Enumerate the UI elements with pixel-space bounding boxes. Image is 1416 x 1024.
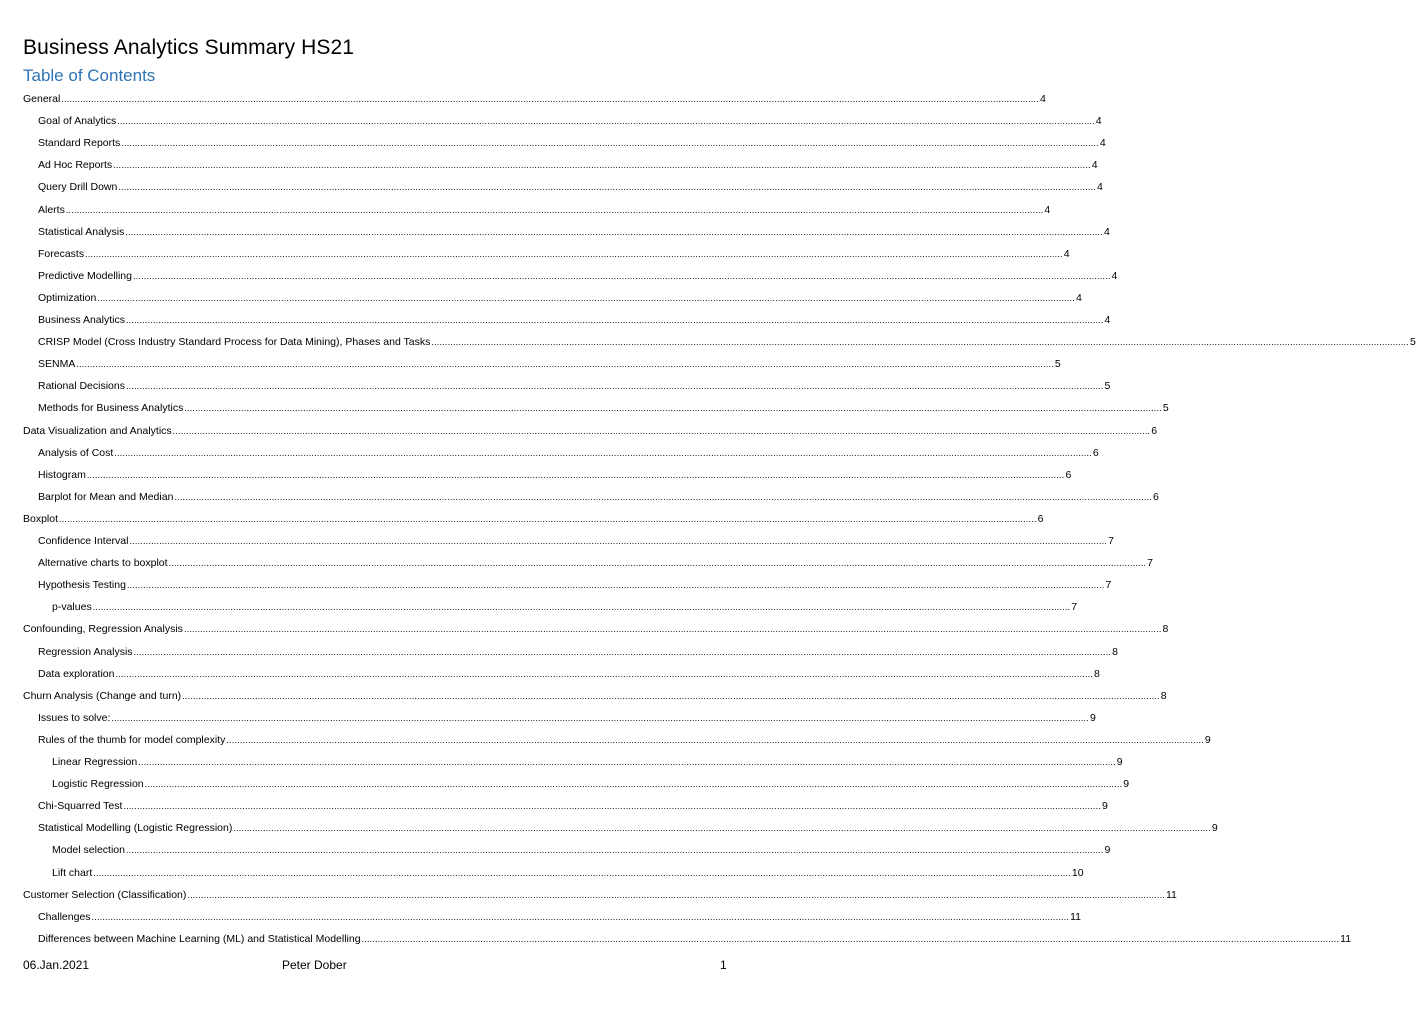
toc-entry-title: Alternative charts to boxplot [38, 557, 168, 570]
toc-dot-leader: .......................................................................................................................................................................................................................................................................................................................................................................... [125, 226, 1103, 237]
toc-entry[interactable] [0, 798, 1108, 814]
toc-entry[interactable] [0, 644, 1118, 660]
toc-page-number: 5 [1054, 358, 1061, 371]
toc-page-number: 6 [1151, 424, 1158, 437]
toc-entry-title: Histogram [38, 468, 86, 481]
toc-dot-leader: .......................................................................................................................................................................................................................................................................................................................................................................... [123, 801, 1102, 812]
toc-dot-leader: .......................................................................................................................................................................................................................................................................................................................................................................... [115, 668, 1094, 679]
toc-dot-leader: .......................................................................................................................................................................................................................................................................................................................................................................... [85, 248, 1063, 259]
toc-dot-leader: .......................................................................................................................................................................................................................................................................................................................................................................... [144, 779, 1123, 790]
toc-entry-title: Analysis of Cost [38, 446, 114, 459]
toc-dot-leader: .......................................................................................................................................................................................................................................................................................................................................................................... [59, 513, 1037, 524]
toc-entry[interactable] [0, 732, 1211, 748]
toc-dot-leader: .......................................................................................................................................................................................................................................................................................................................................................................... [97, 292, 1075, 303]
toc-entry[interactable] [0, 776, 1130, 792]
toc-entry-title: Rules of the thumb for model complexity [38, 733, 226, 746]
toc-entry[interactable] [0, 334, 1416, 350]
toc-page-number: 9 [1123, 778, 1130, 791]
toc-page-number: 9 [1104, 844, 1111, 857]
toc-entry-title: Confounding, Regression Analysis [23, 623, 183, 636]
footer-page-number: 1 [720, 958, 727, 972]
toc-page-number: 7 [1071, 601, 1078, 614]
toc-page-number: 11 [1070, 910, 1082, 923]
toc-dot-leader: .......................................................................................................................................................................................................................................................................................................................................................................... [118, 182, 1096, 193]
footer-date: 06.Jan.2021 [23, 958, 90, 972]
toc-entry[interactable] [0, 842, 1111, 858]
toc-dot-leader: .......................................................................................................................................................................................................................................................................................................................................................................... [431, 337, 1409, 348]
toc-dot-leader: .......................................................................................................................................................................................................................................................................................................................................................................... [61, 94, 1039, 104]
toc-entry[interactable] [0, 909, 1082, 925]
toc-entry-title: Forecasts [38, 247, 85, 260]
toc-entry[interactable] [0, 378, 1111, 394]
toc-entry-title: Methods for Business Analytics [38, 402, 184, 415]
toc-dot-leader: .......................................................................................................................................................................................................................................................................................................................................................................... [113, 160, 1091, 171]
toc-entry[interactable] [0, 91, 1046, 107]
toc-page-number: 9 [1102, 800, 1108, 813]
toc-page-number: 5 [1409, 336, 1416, 349]
toc-page-number: 9 [1211, 822, 1218, 835]
toc-entry[interactable] [0, 754, 1123, 770]
toc-entry[interactable] [0, 423, 1158, 439]
toc-entry[interactable] [0, 621, 1169, 637]
toc-page-number: 4 [1039, 93, 1046, 105]
toc-page-number: 8 [1160, 689, 1167, 702]
toc-page-number: 11 [1165, 888, 1177, 901]
toc-dot-leader: .......................................................................................................................................................................................................................................................................................................................................................................... [111, 712, 1089, 723]
page-footer [0, 956, 768, 976]
toc-page-number: 6 [1037, 512, 1044, 525]
toc-entry-title: Business Analytics [38, 314, 125, 326]
toc-page-number: 8 [1094, 667, 1100, 680]
toc-entry-title: Barplot for Mean and Median [38, 490, 174, 503]
toc-page-number: 4 [1044, 203, 1051, 216]
toc-entry-title: Standard Reports [38, 137, 121, 150]
toc-entry[interactable] [0, 688, 1167, 704]
toc-entry-title: Regression Analysis [38, 645, 133, 658]
toc-page-number: 9 [1089, 711, 1096, 724]
toc-entry[interactable] [0, 710, 1096, 726]
toc-dot-leader: .......................................................................................................................................................................................................................................................................................................................................................................... [93, 867, 1071, 878]
toc-entry[interactable] [0, 511, 1044, 527]
toc-entry[interactable] [0, 467, 1072, 483]
toc-entry-title: Logistic Regression [52, 778, 144, 791]
toc-entry[interactable] [0, 312, 1111, 328]
toc-entry-title: Data exploration [38, 667, 115, 680]
toc-entry[interactable] [0, 489, 1159, 505]
footer-author: Peter Dober [282, 958, 347, 972]
toc-entry-title: Customer Selection (Classification) [23, 888, 187, 901]
toc-entry[interactable] [0, 135, 1106, 151]
toc-entry-title: Alerts [38, 203, 65, 216]
toc-dot-leader: .......................................................................................................................................................................................................................................................................................................................................................................... [92, 602, 1071, 613]
toc-page-number: 4 [1103, 225, 1110, 238]
toc-entry-title: Chi-Squarred Test [38, 800, 123, 813]
toc-page-number: 9 [1116, 756, 1123, 768]
toc-dot-leader: .......................................................................................................................................................................................................................................................................................................................................................................... [187, 889, 1165, 900]
toc-dot-leader: .......................................................................................................................................................................................................................................................................................................................................................................... [174, 491, 1152, 502]
toc-entry[interactable] [0, 865, 1084, 881]
toc-entry-title: Ad Hoc Reports [38, 159, 113, 172]
toc-page-number: 4 [1099, 137, 1106, 150]
toc-entry-title: Hypothesis Testing [38, 579, 126, 592]
toc-dot-leader: .......................................................................................................................................................................................................................................................................................................................................................................... [183, 624, 1162, 635]
toc-entry[interactable] [0, 179, 1103, 195]
toc-page-number: 8 [1112, 645, 1118, 658]
toc-dot-leader: .......................................................................................................................................................................................................................................................................................................................................................................... [117, 116, 1095, 127]
toc-page-number: 5 [1104, 380, 1111, 393]
toc-entry[interactable] [0, 202, 1051, 218]
toc-dot-leader: .......................................................................................................................................................................................................................................................................................................................................................................... [138, 757, 1116, 767]
toc-entry-title: Rational Decisions [38, 380, 125, 393]
toc-dot-leader: .......................................................................................................................................................................................................................................................................................................................................................................... [121, 138, 1099, 149]
toc-dot-leader: .......................................................................................................................................................................................................................................................................................................................................................................... [126, 580, 1105, 591]
toc-dot-leader: .......................................................................................................................................................................................................................................................................................................................................................................... [172, 425, 1151, 436]
toc-entry-title: General [23, 93, 61, 105]
toc-page-number: 8 [1162, 623, 1169, 636]
toc-entry[interactable] [0, 268, 1118, 284]
toc-dot-leader: .......................................................................................................................................................................................................................................................................................................................................................................... [133, 646, 1112, 657]
toc-heading: Table of Contents [23, 66, 156, 85]
toc-dot-leader: .......................................................................................................................................................................................................................................................................................................................................................................... [76, 359, 1054, 370]
toc-entry-title: Confidence Interval [38, 535, 129, 547]
toc-entry[interactable] [0, 533, 1114, 549]
toc-entry[interactable] [0, 246, 1070, 262]
toc-entry[interactable] [0, 356, 1061, 372]
toc-dot-leader: .......................................................................................................................................................................................................................................................................................................................................................................... [129, 536, 1108, 546]
toc-entry-title: CRISP Model (Cross Industry Standard Process for Data Mining), Phases and Tasks [38, 336, 431, 349]
toc-dot-leader: .......................................................................................................................................................................................................................................................................................................................................................................... [125, 845, 1104, 856]
toc-entry[interactable] [0, 887, 1177, 903]
toc-page-number: 6 [1153, 490, 1159, 503]
toc-dot-leader: .......................................................................................................................................................................................................................................................................................................................................................................... [361, 933, 1340, 944]
toc-entry-title: SENMA [38, 358, 76, 371]
toc-page-number: 9 [1204, 733, 1211, 746]
toc-entry[interactable] [0, 555, 1153, 571]
toc-dot-leader: .......................................................................................................................................................................................................................................................................................................................................................................... [233, 823, 1211, 834]
toc-page-number: 7 [1108, 535, 1114, 547]
toc-entry-title: Optimization [38, 291, 97, 304]
toc-entry-title: Query Drill Down [38, 181, 118, 194]
toc-dot-leader: .......................................................................................................................................................................................................................................................................................................................................................................... [125, 315, 1104, 325]
toc-page-number: 6 [1065, 468, 1072, 481]
toc-entry[interactable] [0, 157, 1098, 173]
toc-entry-title: p-values [52, 601, 92, 614]
toc-entry[interactable] [0, 931, 1352, 947]
toc-entry[interactable] [0, 599, 1078, 615]
toc-page-number: 4 [1091, 159, 1098, 172]
toc-entry-title: Goal of Analytics [38, 115, 117, 128]
toc-page-number: 10 [1071, 866, 1084, 879]
toc-entry-title: Differences between Machine Learning (ML) and Statistical Modelling [38, 932, 361, 945]
toc-entry[interactable] [0, 577, 1112, 593]
toc-dot-leader: .......................................................................................................................................................................................................................................................................................................................................................................... [168, 558, 1147, 569]
toc-entry-title: Challenges [38, 910, 91, 923]
toc-dot-leader: .......................................................................................................................................................................................................................................................................................................................................................................... [132, 270, 1111, 281]
toc-page-number: 4 [1075, 291, 1082, 304]
toc-entry-title: Predictive Modelling [38, 269, 132, 282]
toc-entry-title: Model selection [52, 844, 125, 857]
toc-entry-title: Churn Analysis (Change and turn) [23, 689, 182, 702]
toc-dot-leader: .......................................................................................................................................................................................................................................................................................................................................................................... [65, 204, 1044, 215]
toc-page-number: 6 [1092, 446, 1099, 459]
toc-page-number: 7 [1147, 557, 1153, 570]
toc-entry-title: Boxplot [23, 512, 59, 525]
toc-page-number: 4 [1111, 269, 1118, 282]
toc-page-number: 4 [1104, 314, 1111, 326]
toc-entry-title: Statistical Analysis [38, 225, 125, 238]
toc-entry-title: Issues to solve: [38, 711, 111, 724]
toc-entry[interactable] [0, 445, 1099, 461]
toc-entry[interactable] [0, 290, 1082, 306]
toc-page-number: 11 [1340, 932, 1352, 945]
toc-entry[interactable] [0, 666, 1100, 682]
toc-entry[interactable] [0, 400, 1169, 416]
toc-page-number: 7 [1105, 579, 1112, 592]
toc-dot-leader: .......................................................................................................................................................................................................................................................................................................................................................................... [125, 381, 1104, 392]
document-title: Business Analytics Summary HS21 [23, 36, 355, 60]
toc-page-number: 5 [1162, 402, 1169, 415]
toc-page-number: 4 [1063, 247, 1070, 260]
toc-dot-leader: .......................................................................................................................................................................................................................................................................................................................................................................... [86, 469, 1065, 480]
toc-entry-title: Data Visualization and Analytics [23, 424, 172, 437]
toc-page-number: 4 [1095, 115, 1102, 128]
toc-dot-leader: .......................................................................................................................................................................................................................................................................................................................................................................... [184, 403, 1162, 414]
toc-entry-title: Statistical Modelling (Logistic Regression) [38, 822, 233, 835]
toc-dot-leader: .......................................................................................................................................................................................................................................................................................................................................................................... [226, 734, 1204, 745]
toc-dot-leader: .......................................................................................................................................................................................................................................................................................................................................................................... [91, 911, 1070, 922]
toc-entry-title: Linear Regression [52, 756, 138, 768]
toc-dot-leader: .......................................................................................................................................................................................................................................................................................................................................................................... [114, 447, 1092, 458]
toc-page-number: 4 [1096, 181, 1103, 194]
toc-entry-title: Lift chart [52, 866, 93, 879]
toc-dot-leader: .......................................................................................................................................................................................................................................................................................................................................................................... [182, 690, 1160, 701]
toc-entry[interactable] [0, 224, 1110, 240]
toc-entry[interactable] [0, 820, 1218, 836]
toc-entry[interactable] [0, 113, 1102, 129]
